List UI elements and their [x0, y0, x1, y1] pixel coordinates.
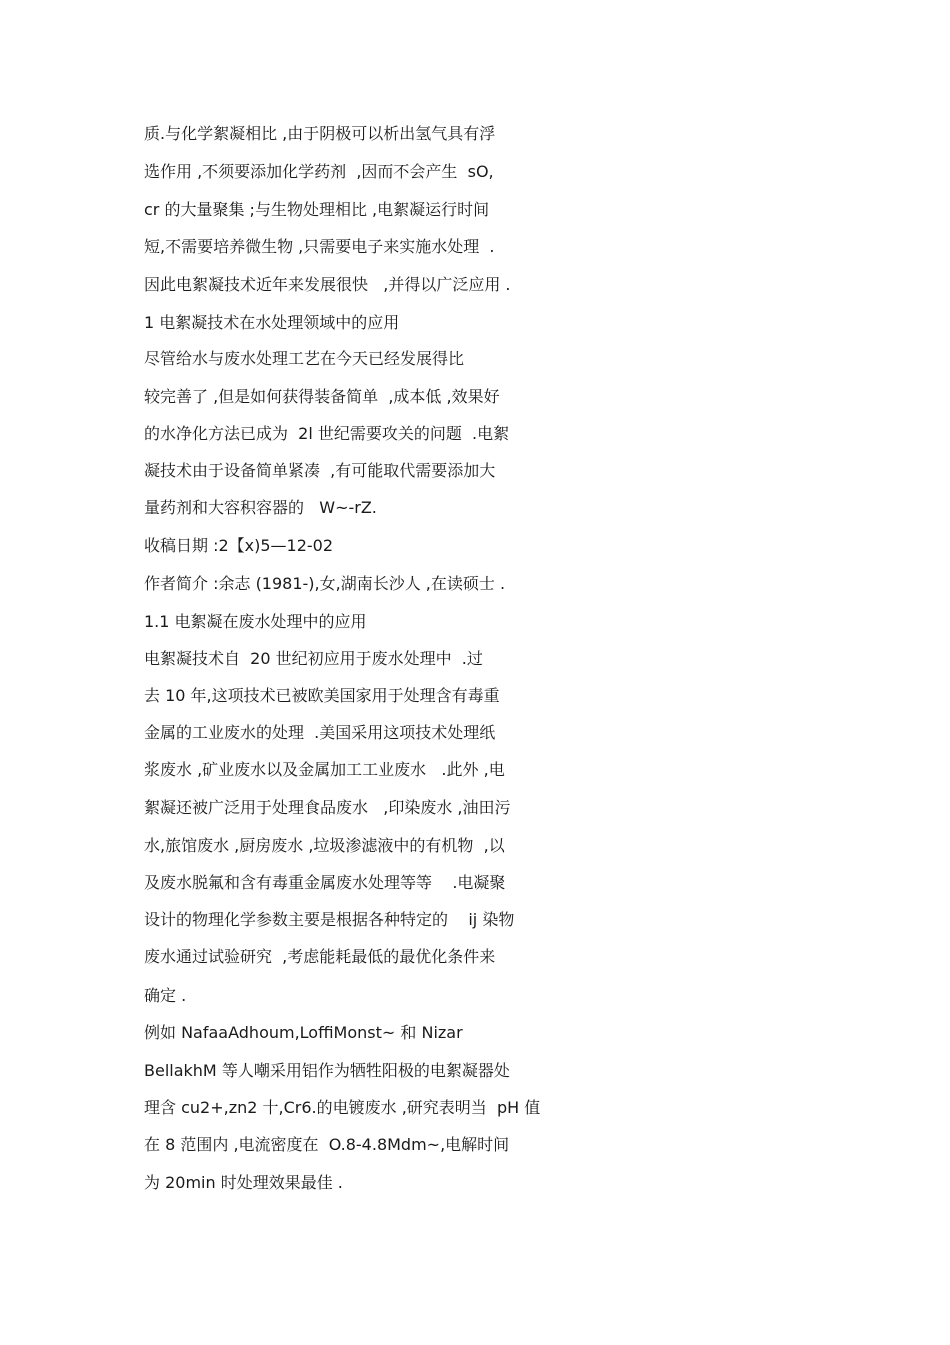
text-line: 短,不需要培养微生物 ,只需要电子来实施水处理 .	[144, 237, 495, 256]
text-line: 的水净化方法已成为 2l 世纪需要攻关的问题 .电絮	[144, 424, 510, 443]
text-line: 凝技术由于设备简单紧凑 ,有可能取代需要添加大	[144, 461, 496, 480]
text-line: 去 10 年,这项技术已被欧美国家用于处理含有毒重	[144, 686, 500, 705]
text-line: 因此电絮凝技术近年来发展很快 ,并得以广泛应用 .	[144, 275, 511, 294]
section-heading: 1 电絮凝技术在水处理领域中的应用	[144, 313, 400, 332]
text-line: 质.与化学絮凝相比 ,由于阴极可以析出氢气具有浮	[144, 124, 496, 143]
text-line: 浆废水 ,矿业废水以及金属加工工业废水 .此外 ,电	[144, 760, 505, 779]
text-line: 量药剂和大容积容器的 W~-rZ.	[144, 498, 377, 517]
text-line: 例如 NafaaAdhoum,LoffiMonst~ 和 Nizar	[144, 1023, 463, 1042]
text-line: 理含 cu2+,zn2 十,Cr6.的电镀废水 ,研究表明当 pH 值	[144, 1098, 541, 1117]
text-line: cr 的大量聚集 ;与生物处理相比 ,电絮凝运行时间	[144, 200, 490, 219]
text-line: 在 8 范围内 ,电流密度在 O.8-4.8Mdm~,电解时间	[144, 1135, 510, 1154]
text-line: 金属的工业废水的处理 .美国采用这项技术处理纸	[144, 723, 496, 742]
author-info: 作者简介 :余志 (1981-),女,湖南长沙人 ,在读硕士 .	[144, 574, 506, 593]
text-line: 及废水脱氟和含有毒重金属废水处理等等 .电凝聚	[144, 873, 506, 892]
text-line: 絮凝还被广泛用于处理食品废水 ,印染废水 ,油田污	[144, 798, 511, 817]
text-line: 确定 .	[144, 986, 187, 1005]
text-line: BellakhM 等人嘲采用铝作为牺牲阳极的电絮凝器处	[144, 1061, 510, 1080]
text-line: 选作用 ,不须要添加化学药剂 ,因而不会产生 sO,	[144, 162, 494, 181]
text-line: 较完善了 ,但是如何获得装备简单 ,成本低 ,效果好	[144, 387, 500, 406]
subsection-heading: 1.1 电絮凝在废水处理中的应用	[144, 612, 367, 631]
text-line: 尽管给水与废水处理工艺在今天已经发展得比	[144, 349, 465, 368]
text-line: 水,旅馆废水 ,厨房废水 ,垃圾渗滤液中的有机物 ,以	[144, 836, 505, 855]
text-line: 电絮凝技术自 20 世纪初应用于废水处理中 .过	[144, 649, 483, 668]
received-date: 收稿日期 :2【x)5—12-02	[144, 536, 334, 555]
text-line: 废水通过试验研究 ,考虑能耗最低的最优化条件来	[144, 947, 496, 966]
text-line: 设计的物理化学参数主要是根据各种特定的 ij 染物	[144, 910, 515, 929]
text-line: 为 20min 时处理效果最佳 .	[144, 1173, 343, 1192]
